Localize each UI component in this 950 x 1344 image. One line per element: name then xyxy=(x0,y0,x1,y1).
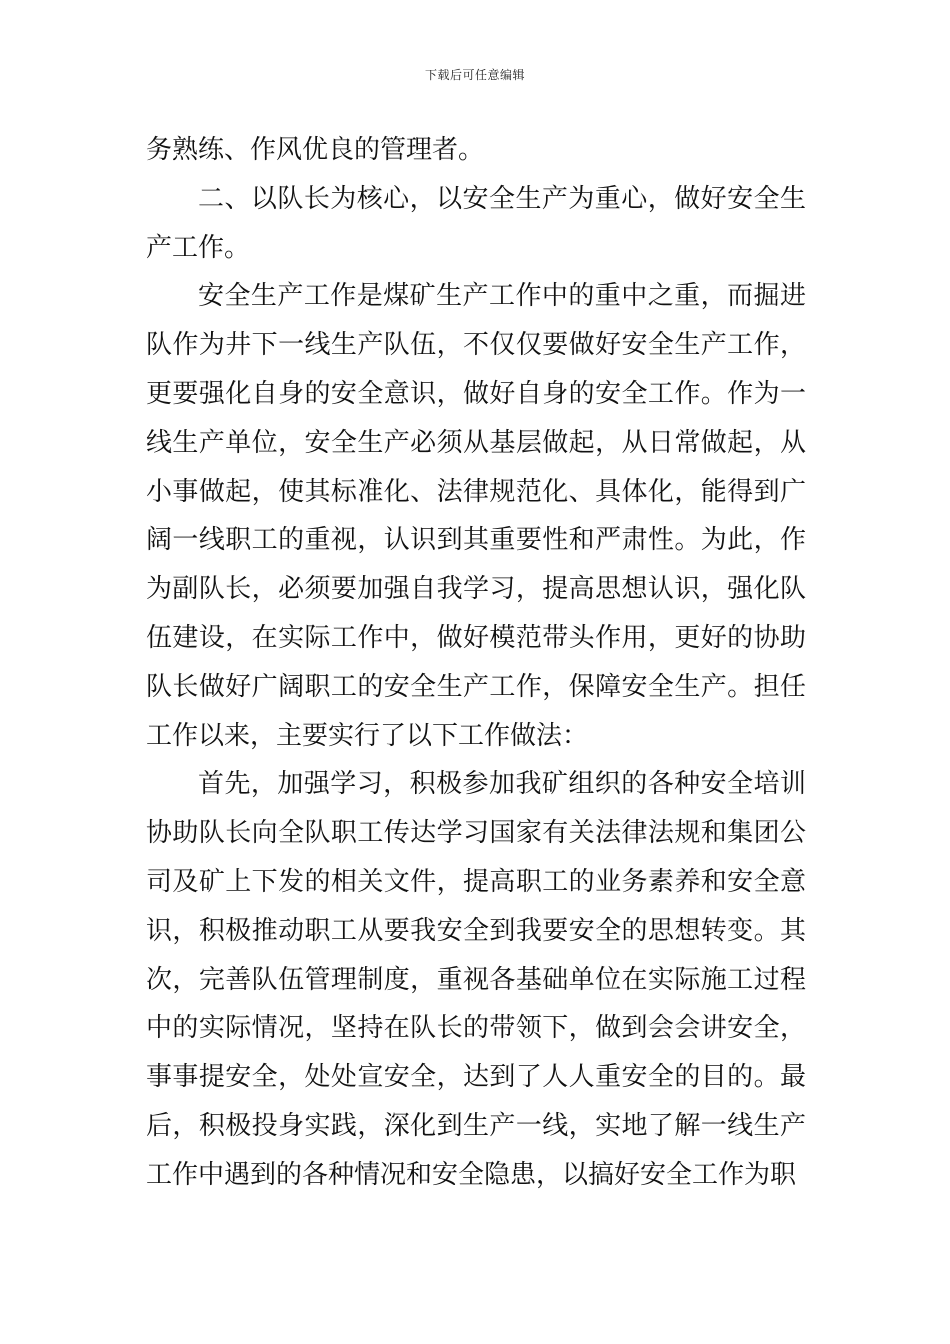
paragraph-work-methods: 首先，加强学习，积极参加我矿组织的各种安全培训协助队长向全队职工传达学习国家有关法律法规和集团公司及矿上下发的相关文件，提高职工的业务素养和安全意识，积极推动职工从要我安全到我要安全的思想转变。其次，完善队伍管理制度，重视各基础单位在实际施工过程中的实际情况，坚持在队长的带领下，做到会会讲安全，事事提安全，处处宣安全，达到了人人重安全的目的。最后，积极投身实践，深化到生产一线，实地了解一线生产工作中遇到的各种情况和安全隐患，以搞好安全工作为职 xyxy=(146,769,806,1190)
paragraph-safety-production: 安全生产工作是煤矿生产工作中的重中之重，而掘进队作为井下一线生产队伍，不仅仅要做好安全生产工作，更要强化自身的安全意识，做好自身的安全工作。作为一线生产单位，安全生产必须从基层做起，从日常做起，从小事做起，使其标准化、法律规范化、具体化，能得到广阔一线职工的重视，认识到其重要性和严肃性。为此，作为副队长，必须要加强自我学习，提高思想认识，强化队伍建设，在实际工作中，做好模范带头作用，更好的协助队长做好广阔职工的安全生产工作，保障安全生产。担任工作以来，主要实行了以下工作做法： xyxy=(146,281,806,751)
document-body xyxy=(146,126,806,1200)
paragraph-continuation: 务熟练、作风优良的管理者。 xyxy=(146,135,485,165)
page-header-note: 下载后可任意编辑 xyxy=(424,68,525,82)
section-heading: 二、以队长为核心，以安全生产为重心，做好安全生产工作。 xyxy=(146,183,806,263)
